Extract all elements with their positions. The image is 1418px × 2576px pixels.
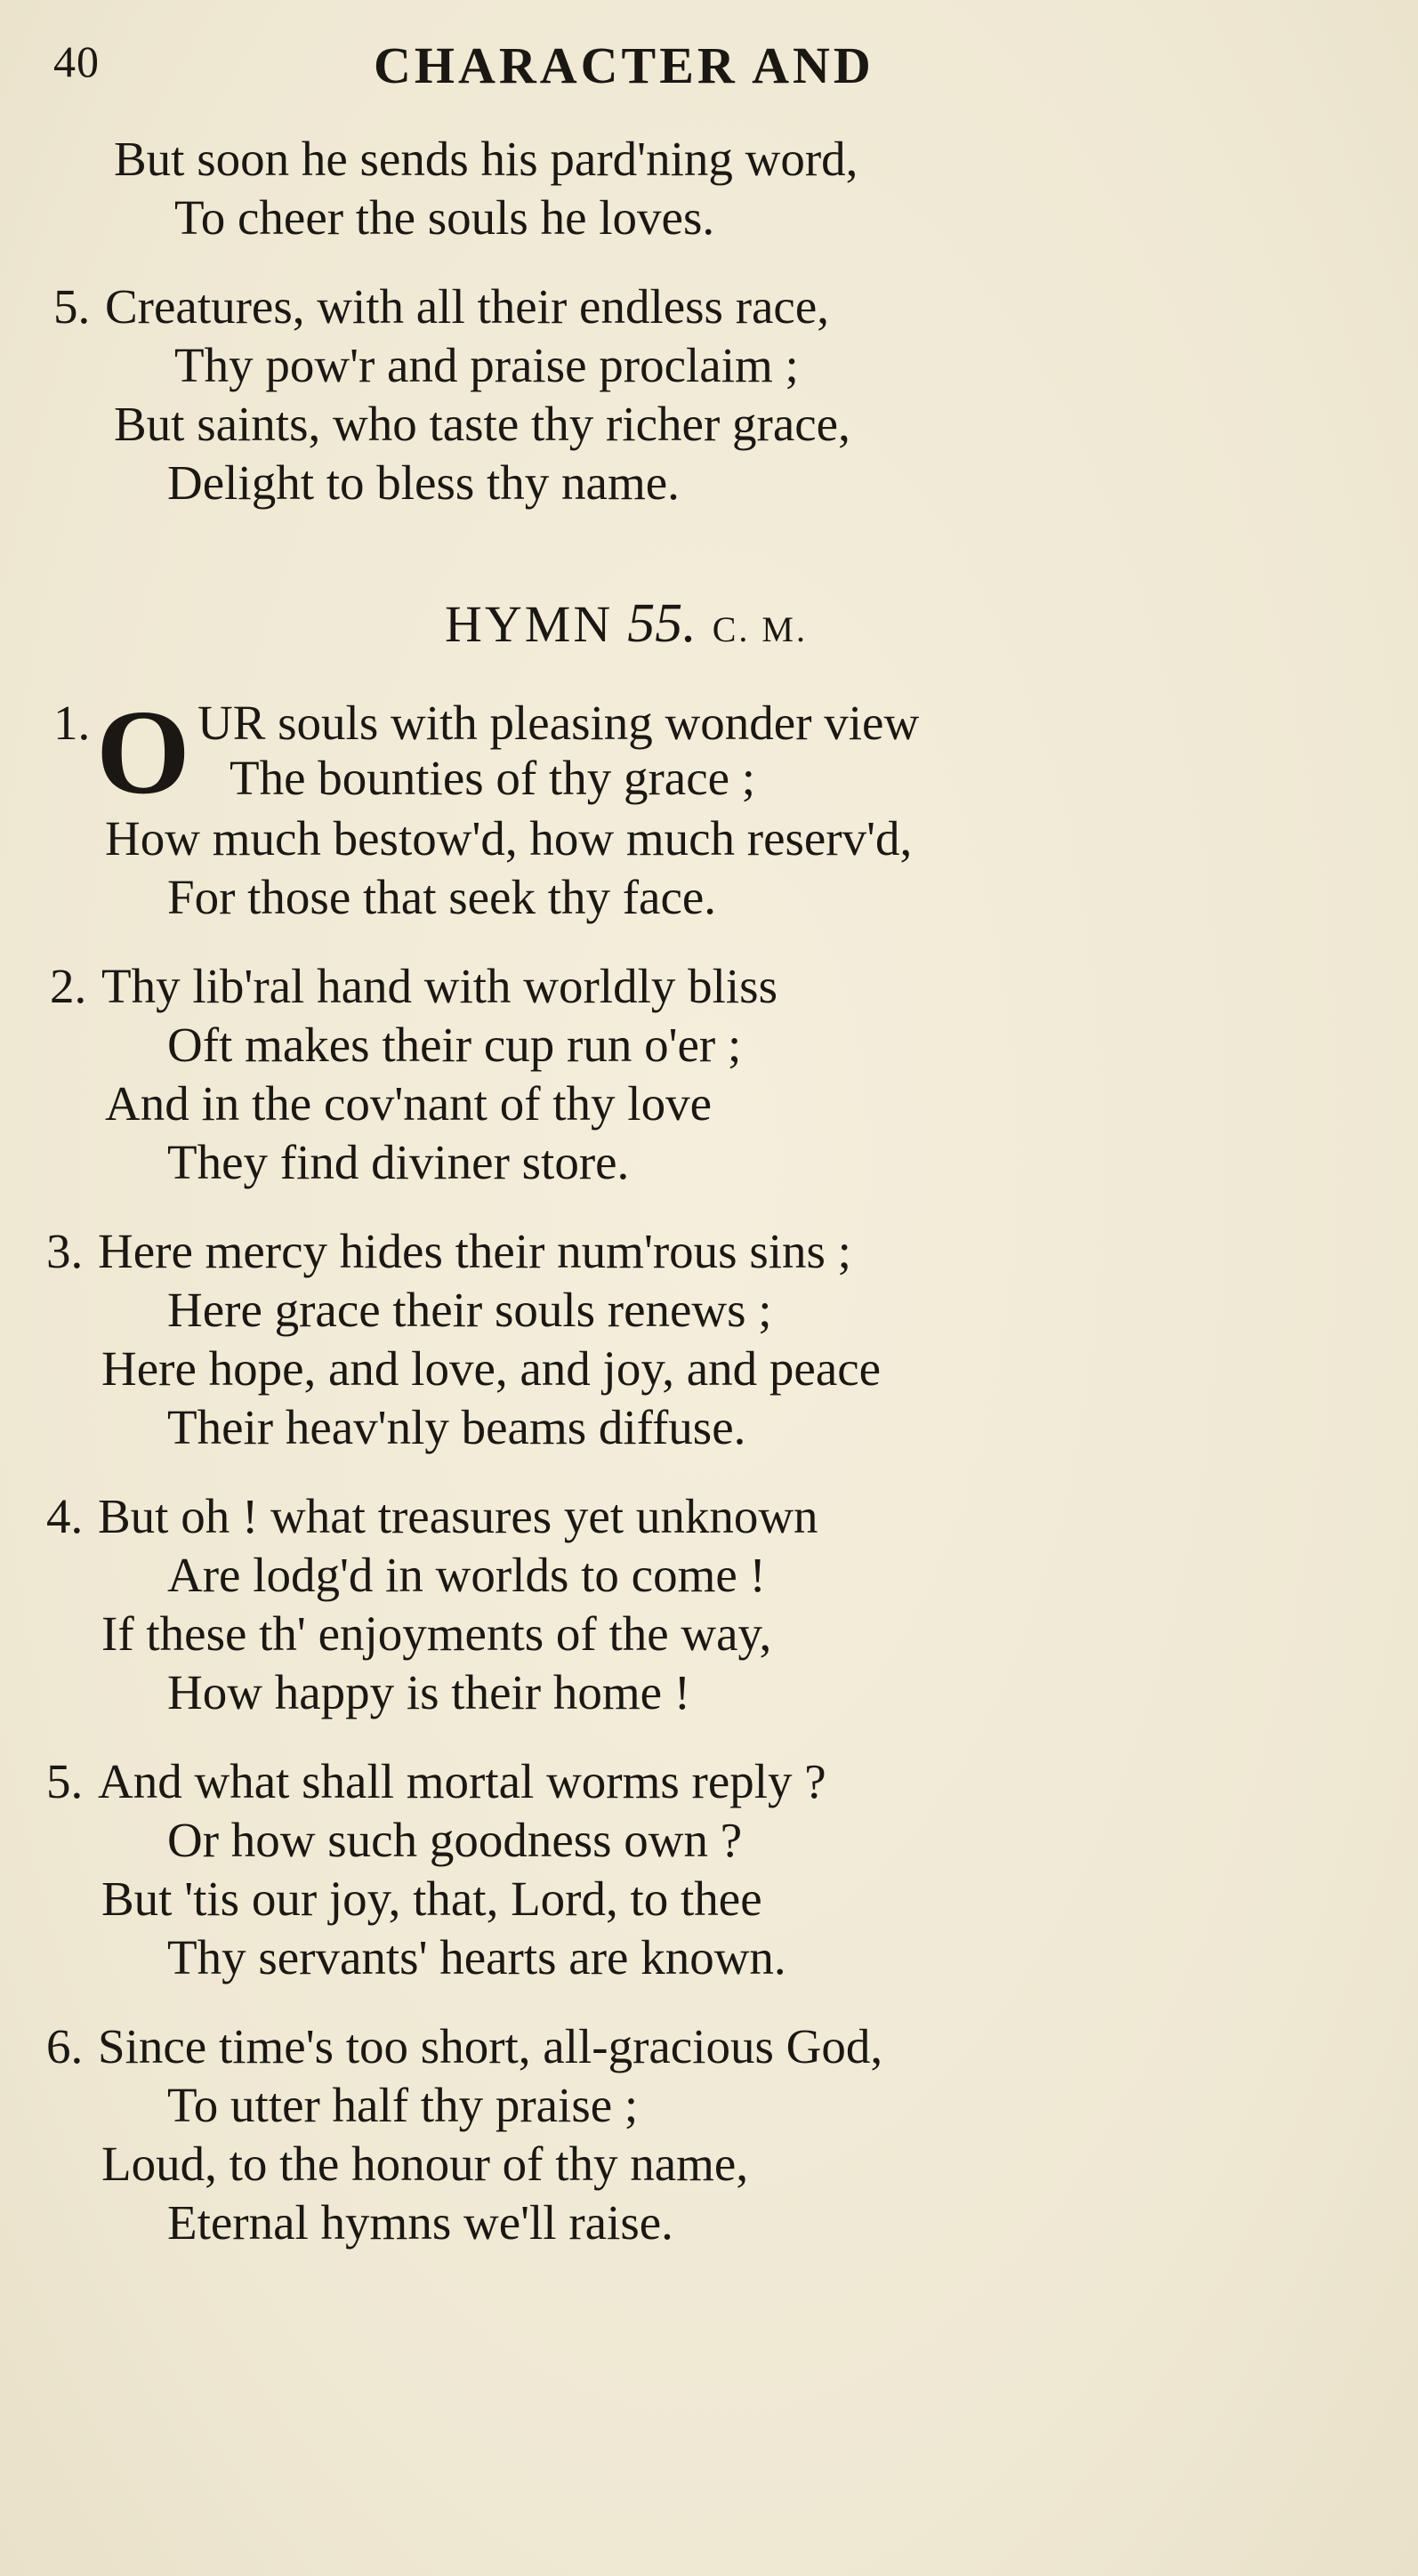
- stanza-line: But 'tis our joy, that, Lord, to thee: [101, 1872, 762, 1926]
- continuation-line: But soon he sends his pard'ning word,: [114, 132, 858, 186]
- hymn-meter: C. M.: [712, 609, 808, 649]
- running-header: [53, 36, 943, 98]
- stanza-line: Their heav'nly beams diffuse.: [167, 1400, 746, 1454]
- drop-cap: O: [96, 686, 190, 819]
- stanza-line: But saints, who taste thy richer grace,: [114, 397, 850, 451]
- stanza-line: Delight to bless thy name.: [167, 455, 680, 510]
- verse-number: 2.: [50, 959, 87, 1013]
- verse-number: 6.: [46, 2019, 84, 2073]
- stanza-line: UR souls with pleasing wonder view: [197, 696, 920, 750]
- verse-number: 5.: [46, 1754, 84, 1808]
- stanza-line: If these th' enjoyments of the way,: [101, 1606, 772, 1661]
- stanza-line: Are lodg'd in worlds to come !: [167, 1548, 766, 1602]
- hymn-label: HYMN: [445, 595, 614, 653]
- stanza-line: 6. Since time's too short, all-gracious God,: [46, 2017, 882, 2076]
- stanza-line: 4. But oh ! what treasures yet unknown: [46, 1487, 818, 1546]
- stanza-line: The bounties of thy grace ;: [230, 751, 756, 805]
- stanza-line: For those that seek thy face.: [167, 870, 717, 924]
- page-number: 40: [53, 36, 100, 86]
- hymn-heading: [445, 592, 808, 656]
- stanza-line: To utter half thy praise ;: [167, 2078, 639, 2132]
- stanza-line: Here grace their souls renews ;: [167, 1283, 772, 1337]
- stanza-line: Thy pow'r and praise proclaim ;: [174, 338, 799, 392]
- stanza-line: Here hope, and love, and joy, and peace: [101, 1341, 882, 1396]
- verse-number: 3.: [46, 1224, 84, 1278]
- stanza-line: And in the cov'nant of thy love: [105, 1076, 712, 1131]
- stanza-line: Loud, to the honour of thy name,: [101, 2137, 749, 2191]
- stanza-line: 3. Here mercy hides their num'rous sins ;: [46, 1222, 851, 1281]
- verse-number: 1.: [53, 696, 91, 750]
- stanza-line: How happy is their home !: [167, 1665, 691, 1719]
- stanza-line: Oft makes their cup run o'er ;: [167, 1018, 742, 1072]
- continuation-line: To cheer the souls he loves.: [174, 190, 715, 245]
- stanza-line: Eternal hymns we'll raise.: [167, 2195, 673, 2250]
- stanza-line: They find diviner store.: [167, 1135, 630, 1189]
- stanza-line: 5. Creatures, with all their endless race,: [53, 278, 829, 336]
- stanza-line: Or how such goodness own ?: [167, 1813, 743, 1867]
- verse-number: 4.: [46, 1489, 84, 1543]
- stanza-line: How much bestow'd, how much reserv'd,: [105, 811, 913, 865]
- running-title: CHARACTER AND: [374, 36, 874, 94]
- stanza-line: 2. Thy lib'ral hand with worldly bliss: [50, 957, 777, 1016]
- verse-number: 5.: [53, 279, 91, 334]
- stanza-line: Thy servants' hearts are known.: [167, 1930, 786, 1984]
- stanza-line: 5. And what shall mortal worms reply ?: [46, 1752, 826, 1811]
- hymn-number: 55.: [627, 593, 697, 654]
